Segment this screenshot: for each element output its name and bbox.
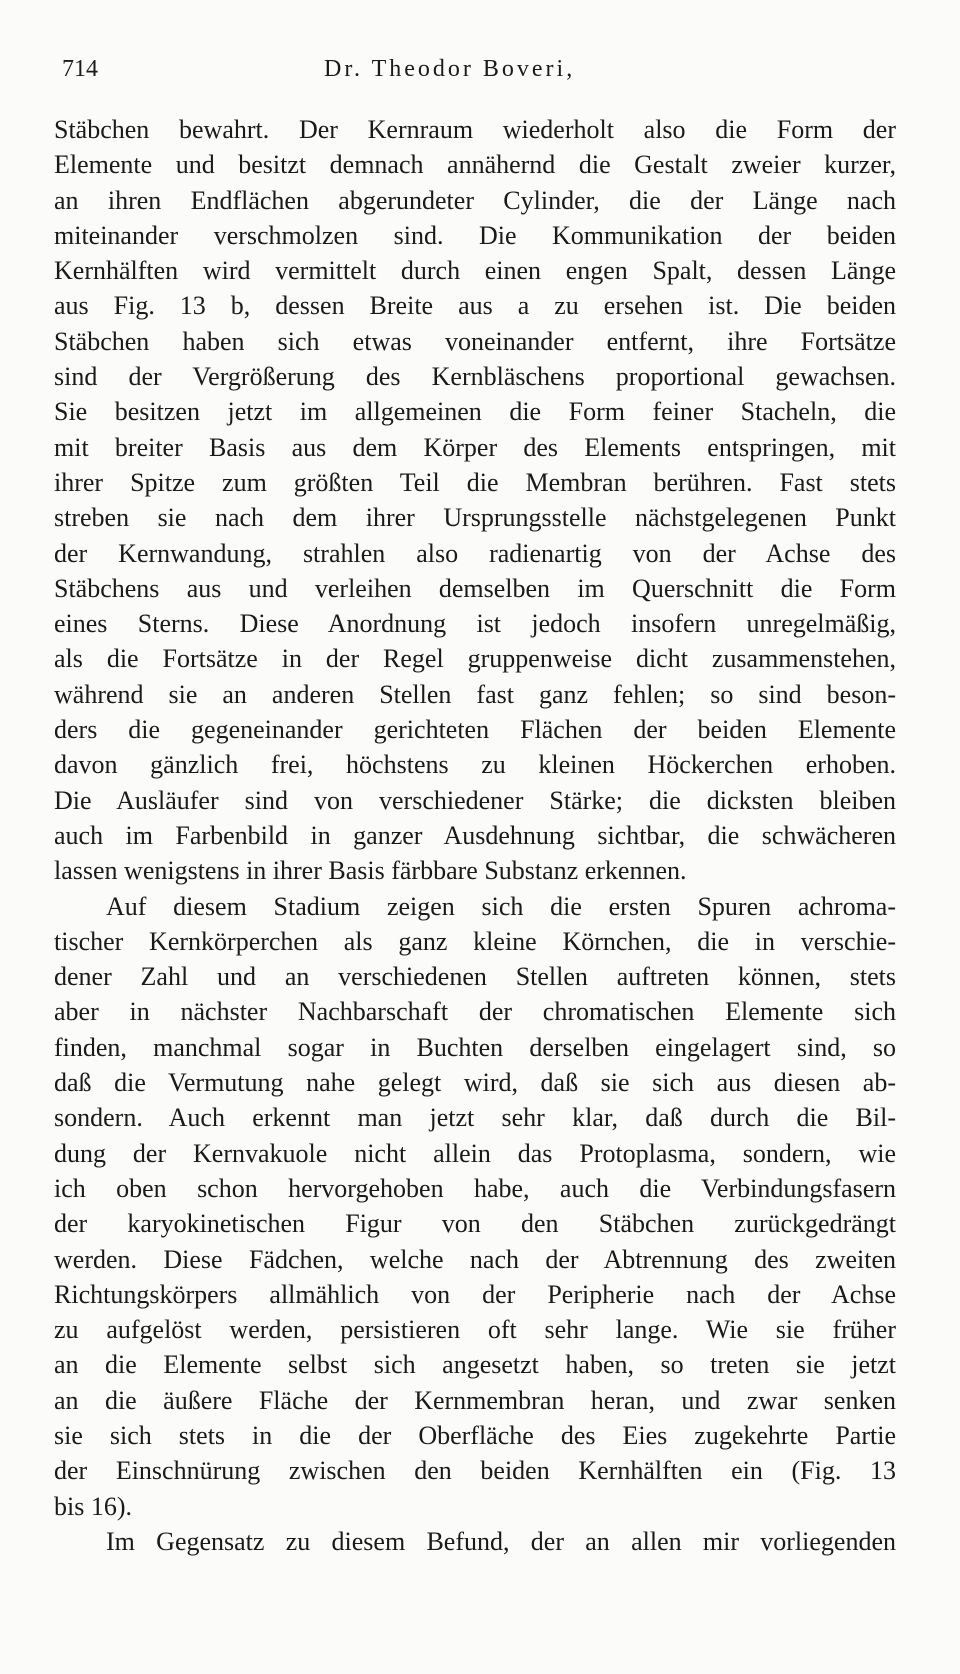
page-number: 714 xyxy=(62,56,98,82)
text-line: bis 16). xyxy=(54,1491,132,1521)
text-line: sie sich stets in die der Oberfläche des Eies zugekehrte Partie xyxy=(54,1420,896,1450)
text-line: Stäbchen haben sich etwas voneinander entfernt, ihre Fortsätze xyxy=(54,326,896,356)
text-line: dung der Kernvakuole nicht allein das Protoplasma, sondern, wie xyxy=(54,1138,896,1168)
running-title: Dr. Theodor Boveri, xyxy=(324,56,576,82)
text-line: Auf diesem Stadium zeigen sich die ersten Spuren achroma- xyxy=(106,891,896,921)
text-line: sondern. Auch erkennt man jetzt sehr klar, daß durch die Bil- xyxy=(54,1103,896,1133)
text-line: mit breiter Basis aus dem Körper des Elements entspringen, mit xyxy=(54,432,896,462)
text-line: Im Gegensatz zu diesem Befund, der an allen mir vorliegenden xyxy=(106,1526,896,1556)
text-line: während sie an anderen Stellen fast ganz fehlen; so sind beson- xyxy=(54,679,896,709)
text-line: Kernhälften wird vermittelt durch einen engen Spalt, dessen Länge xyxy=(54,256,896,286)
text-line: auch im Farbenbild in ganzer Ausdehnung sichtbar, die schwächeren xyxy=(54,820,896,850)
text-line: miteinander verschmolzen sind. Die Kommunikation der beiden xyxy=(54,220,896,250)
text-line: dener Zahl und an verschiedenen Stellen auftreten können, stets xyxy=(54,962,896,992)
text-line: aber in nächster Nachbarschaft der chromatischen Elemente sich xyxy=(54,997,896,1027)
text-line: davon gänzlich frei, höchstens zu kleinen Höckerchen erhoben. xyxy=(54,750,896,780)
text-line: aus Fig. 13 b, dessen Breite aus a zu ersehen ist. Die beiden xyxy=(54,291,896,321)
text-line: als die Fortsätze in der Regel gruppenweise dicht zusammenstehen, xyxy=(54,644,896,674)
page-header xyxy=(62,56,882,92)
text-line: tischer Kernkörperchen als ganz kleine Körnchen, die in verschie- xyxy=(54,926,896,956)
text-line: Stäbchen bewahrt. Der Kernraum wiederholt also die Form der xyxy=(54,115,896,144)
text-line: an ihren Endflächen abgerundeter Cylinder, die der Länge nach xyxy=(54,185,896,215)
text-line: ihrer Spitze zum größten Teil die Membran berühren. Fast stets xyxy=(54,467,896,497)
text-line: Richtungskörpers allmählich von der Peripherie nach der Achse xyxy=(54,1279,896,1309)
text-line: Sie besitzen jetzt im allgemeinen die Form feiner Stacheln, die xyxy=(54,397,896,427)
text-line: Elemente und besitzt demnach annähernd die Gestalt zweier kurzer, xyxy=(54,150,896,180)
body-text xyxy=(54,112,896,1559)
text-line: eines Sterns. Diese Anordnung ist jedoch insofern unregelmäßig, xyxy=(54,609,896,639)
text-line: Stäbchens aus und verleihen demselben im Querschnitt die Form xyxy=(54,573,896,603)
text-line: der Kernwandung, strahlen also radienartig von der Achse des xyxy=(54,538,896,568)
text-line: daß die Vermutung nahe gelegt wird, daß sie sich aus diesen ab- xyxy=(54,1068,896,1098)
text-line: werden. Diese Fädchen, welche nach der Abtrennung des zweiten xyxy=(54,1244,896,1274)
text-line: streben sie nach dem ihrer Ursprungsstelle nächstgelegenen Punkt xyxy=(54,503,896,533)
text-line: finden, manchmal sogar in Buchten derselben eingelagert sind, so xyxy=(54,1032,896,1062)
text-line: zu aufgelöst werden, persistieren oft sehr lange. Wie sie früher xyxy=(54,1315,896,1345)
text-line: Die Ausläufer sind von verschiedener Stärke; die dicksten bleiben xyxy=(54,785,896,815)
text-line: sind der Vergrößerung des Kernbläschens proportional gewachsen. xyxy=(54,362,896,392)
text-line: der Einschnürung zwischen den beiden Kernhälften ein (Fig. 13 xyxy=(54,1456,896,1486)
text-line: der karyokinetischen Figur von den Stäbchen zurückgedrängt xyxy=(54,1209,896,1239)
text-line: ders die gegeneinander gerichteten Flächen der beiden Elemente xyxy=(54,715,896,745)
text-line: an die Elemente selbst sich angesetzt haben, so treten sie jetzt xyxy=(54,1350,896,1380)
text-line: ich oben schon hervorgehoben habe, auch die Verbindungsfasern xyxy=(54,1173,896,1203)
text-line: lassen wenigstens in ihrer Basis färbbare Substanz erkennen. xyxy=(54,856,687,886)
text-line: an die äußere Fläche der Kernmembran heran, und zwar senken xyxy=(54,1385,896,1415)
